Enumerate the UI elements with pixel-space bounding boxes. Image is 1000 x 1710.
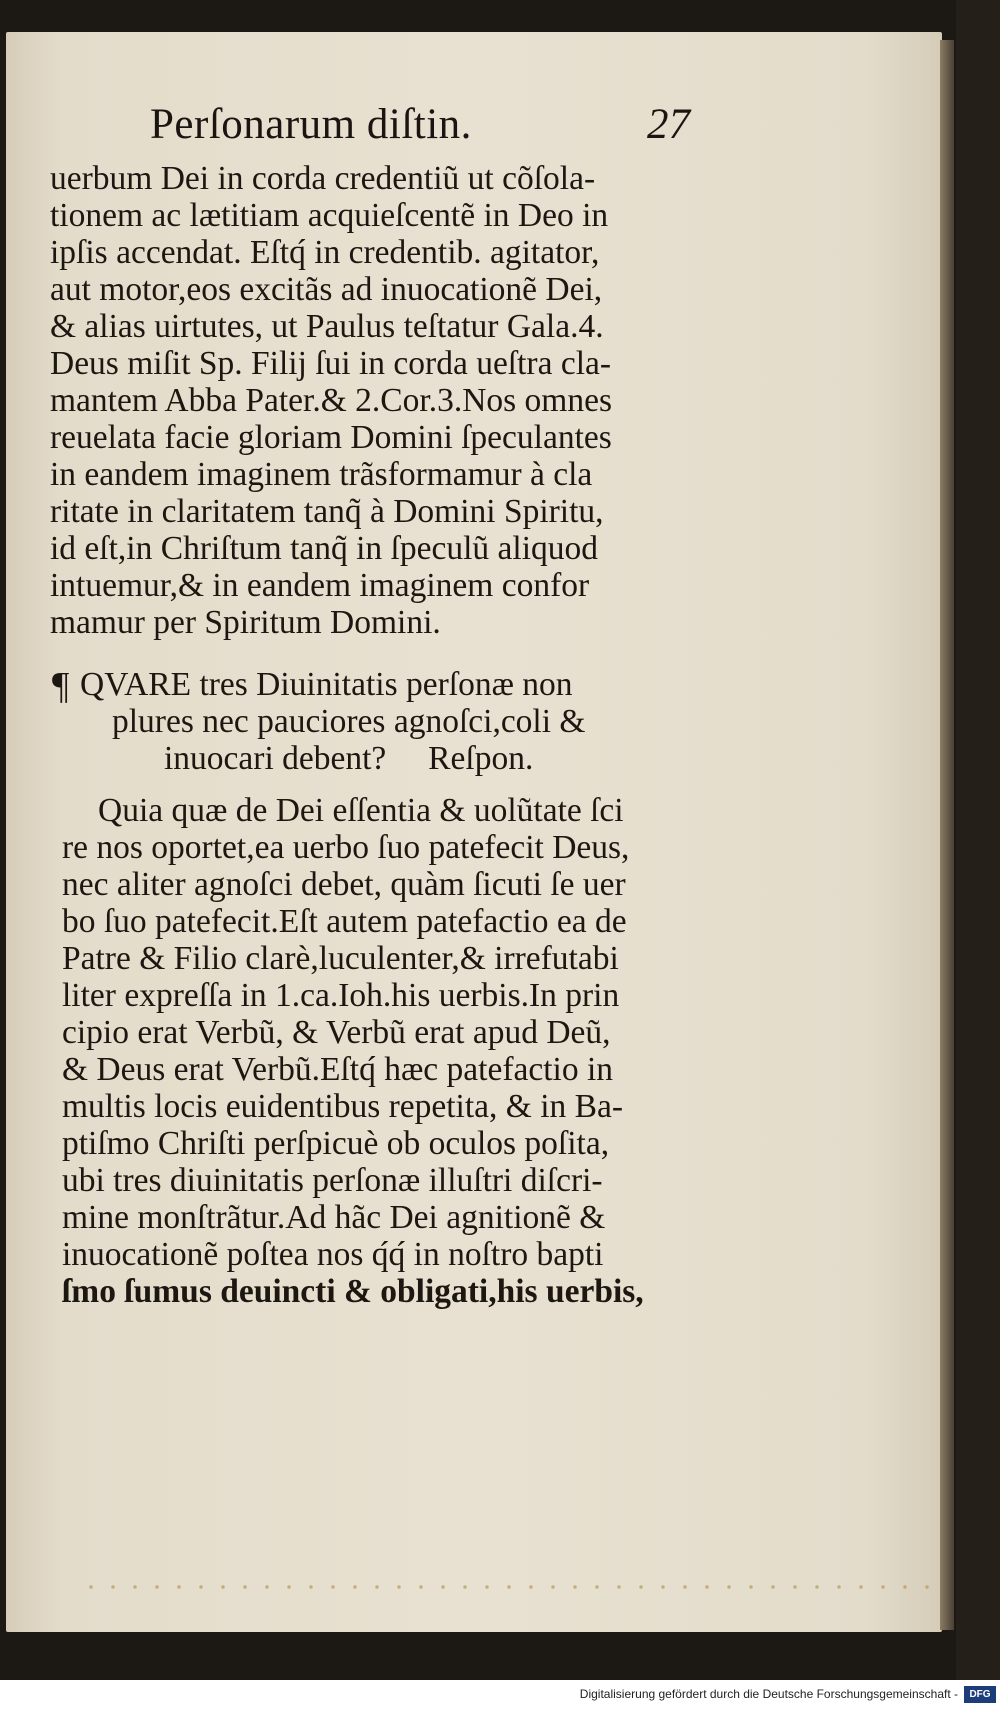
page-edge <box>940 40 954 1630</box>
text-line: ſmo ſumus deuincti & obligati,his uerbis, <box>62 1273 644 1310</box>
text-line: liter expreſſa in 1.ca.Ioh.his uerbis.In prin <box>62 977 620 1014</box>
text-line: re nos oportet,ea uerbo ſuo patefecit Deus, <box>62 829 630 866</box>
question-line: inuocari debent? Reſpon. <box>164 740 534 777</box>
text-line: Patre & Filio clarè,luculenter,& irrefutabi <box>62 940 619 977</box>
running-title: Perſonarum diſtin. <box>150 101 472 148</box>
text-line: in eandem imaginem trãsformamur à cla <box>50 456 593 493</box>
text-line: uerbum Dei in corda credentiũ ut cõſola- <box>50 160 596 197</box>
text-line: ritate in claritatem tanq̃ à Domini Spiritu, <box>50 493 604 530</box>
text-line: ptiſmo Chriſti perſpicuè ob oculos poſita, <box>62 1125 610 1162</box>
page-header <box>150 100 690 160</box>
question-line: QVARE tres Diuinitatis perſonæ non <box>80 666 573 703</box>
funding-credit: Digitalisierung gefördert durch die Deutsche Forschungsgemeinschaft - <box>579 1687 958 1701</box>
text-line: Quia quæ de Dei eſſentia & uolũtate ſci <box>98 792 624 829</box>
text-line: mine monſtrãtur.Ad hãc Dei agnitionẽ & <box>62 1199 606 1236</box>
text-line: ipſis accendat. Eſtq́ in credentib. agitator, <box>50 234 600 271</box>
text-line: inuocationẽ poſtea nos q́q́ in noſtro bapti <box>62 1236 604 1273</box>
text-line: ubi tres diuinitatis perſonæ illuſtri diſcri- <box>62 1162 603 1199</box>
page-ornament-border <box>80 1580 940 1594</box>
text-line: intuemur,& in eandem imaginem confor <box>50 567 590 604</box>
text-line: cipio erat Verbũ, & Verbũ erat apud Deũ, <box>62 1014 611 1051</box>
text-line: multis locis euidentibus repetita, & in Ba- <box>62 1088 624 1125</box>
text-line: reuelata facie gloriam Domini ſpeculantes <box>50 419 612 456</box>
text-line: mantem Abba Pater.& 2.Cor.3.Nos omnes <box>50 382 613 419</box>
text-line: aut motor,eos excitãs ad inuocationẽ Dei, <box>50 271 603 308</box>
page-number: 27 <box>647 101 690 148</box>
text-line: tionem ac lætitiam acquieſcentẽ in Deo in <box>50 197 609 234</box>
question-line: plures nec pauciores agnoſci,coli & <box>112 703 586 740</box>
text-line: & Deus erat Verbũ.Eſtq́ hæc patefactio in <box>62 1051 614 1088</box>
text-line: Deus miſit Sp. Filij ſui in corda ueſtra cla- <box>50 345 612 382</box>
pilcrow-mark: ¶ <box>52 665 70 707</box>
text-line: mamur per Spiritum Domini. <box>50 604 441 641</box>
footer-bar <box>0 1680 1000 1710</box>
text-line: id eſt,in Chriſtum tanq̃ in ſpeculũ aliquod <box>50 530 599 567</box>
binding-strip <box>956 0 1000 1680</box>
dfg-logo: DFG <box>964 1686 996 1703</box>
text-line: bo ſuo patefecit.Eſt autem patefactio ea de <box>62 903 627 940</box>
text-line: nec aliter agnoſci debet, quàm ſicuti ſe uer <box>62 866 626 903</box>
text-line: & alias uirtutes, ut Paulus teſtatur Gala.4. <box>50 308 604 345</box>
